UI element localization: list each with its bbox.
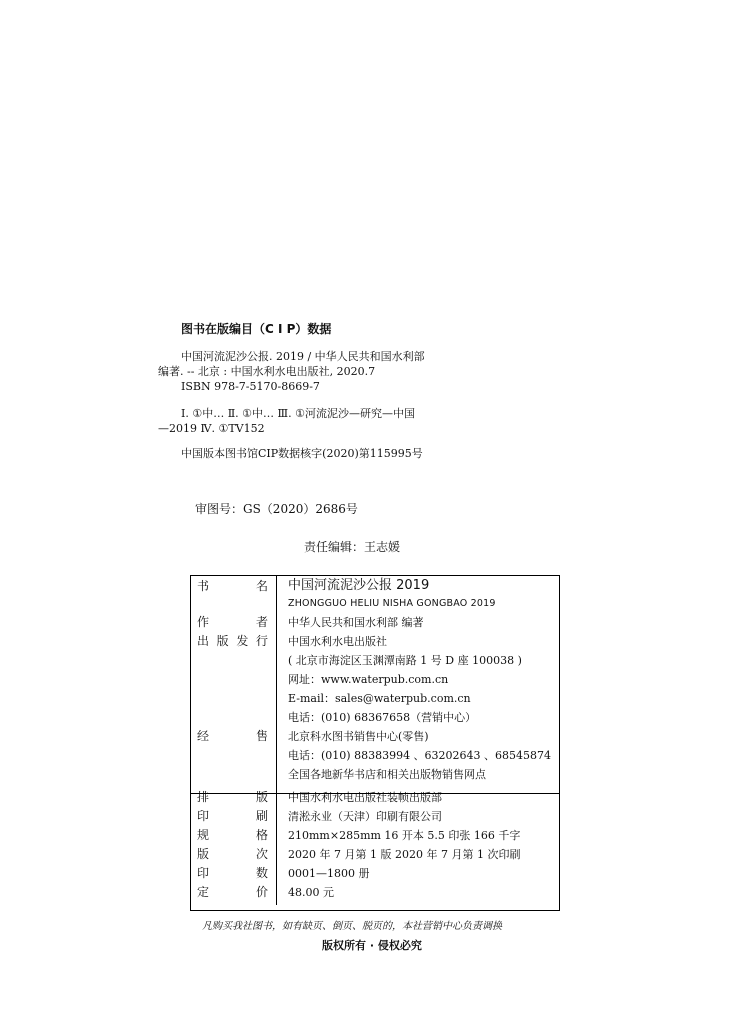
quantity-value: 0001—1800 册 — [288, 867, 370, 880]
cip-heading: 图书在版编目（C I P）数据 — [181, 322, 332, 336]
table-row — [190, 883, 560, 905]
book-title-en: ZHONGGUO HELIU NISHA GONGBAO 2019 — [288, 598, 496, 609]
label-spec: 规 格 — [197, 828, 268, 842]
table-row — [190, 651, 560, 670]
cip-classification-1: Ⅰ. ①中… Ⅱ. ①中… Ⅲ. ①河流泥沙—研究—中国 — [181, 407, 415, 420]
label-print: 印 刷 — [197, 809, 268, 823]
table-row — [190, 632, 560, 651]
publisher-value: 中国水利水电出版社 — [288, 635, 387, 648]
table-row — [190, 807, 560, 826]
table-row — [190, 613, 560, 632]
cip-isbn: ISBN 978-7-5170-8669-7 — [181, 380, 320, 393]
table-row — [190, 765, 560, 784]
copyright-notice: 版权所有 · 侵权必究 — [322, 939, 422, 952]
table-row — [190, 595, 560, 613]
table-row — [190, 826, 560, 845]
price-value: 48.00 元 — [288, 886, 334, 899]
cip-data-number: 中国版本图书馆CIP数据核字(2020)第115995号 — [181, 447, 423, 460]
label-price: 定 价 — [197, 885, 268, 899]
edition-value: 2020 年 7 月第 1 版 2020 年 7 月第 1 次印刷 — [288, 848, 521, 861]
typeset-value: 中国水利水电出版社装帧出版部 — [288, 791, 442, 804]
table-row — [190, 784, 560, 807]
map-review-number: 审图号：GS（2020）2686号 — [195, 502, 358, 516]
label-author: 作 者 — [197, 615, 268, 629]
publisher-website: 网址：www.waterpub.com.cn — [288, 673, 449, 686]
table-row — [190, 746, 560, 765]
table-row — [190, 845, 560, 864]
responsible-editor: 责任编辑：王志媛 — [304, 540, 401, 554]
distributor-value: 北京科水图书销售中心(零售) — [288, 730, 429, 743]
table-row — [190, 670, 560, 689]
publisher-phone: 电话：(010) 68367658（营销中心） — [288, 711, 477, 724]
label-book-title: 书 名 — [197, 579, 268, 593]
distributor-phone: 电话：(010) 88383994 、63202643 、68545874 — [288, 749, 552, 762]
distribution-network: 全国各地新华书店和相关出版物销售网点 — [288, 768, 486, 781]
publisher-address: ( 北京市海淀区玉渊潭南路 1 号 D 座 100038 ) — [288, 654, 522, 667]
label-quantity: 印 数 — [197, 866, 268, 880]
book-title-cn: 中国河流泥沙公报 2019 — [288, 578, 430, 593]
table-divider — [190, 793, 560, 794]
label-typeset: 排 版 — [197, 790, 268, 804]
table-row — [190, 864, 560, 883]
printer-value: 清淞永业（天津）印刷有限公司 — [288, 810, 442, 823]
table-row — [190, 689, 560, 708]
publisher-email: E-mail：sales@waterpub.com.cn — [288, 692, 471, 705]
cip-line-2: 编著. -- 北京 : 中国水利水电出版社, 2020.7 — [158, 365, 376, 378]
label-distributor: 经 售 — [197, 729, 268, 743]
cip-classification-2: —2019 Ⅳ. ①TV152 — [158, 422, 265, 435]
spec-value: 210mm×285mm 16 开本 5.5 印张 166 千字 — [288, 829, 521, 842]
replacement-notice: 凡购买我社图书，如有缺页、倒页、脱页的，本社营销中心负责调换 — [202, 921, 502, 932]
author-value: 中华人民共和国水利部 编著 — [288, 616, 424, 629]
label-edition: 版 次 — [197, 847, 268, 861]
table-row — [190, 727, 560, 746]
table-row — [190, 575, 560, 595]
publication-info-table — [190, 575, 560, 905]
table-row — [190, 708, 560, 727]
cip-line-1: 中国河流泥沙公报. 2019 / 中华人民共和国水利部 — [181, 350, 425, 363]
label-publisher: 出 版 发 行 — [197, 634, 268, 648]
